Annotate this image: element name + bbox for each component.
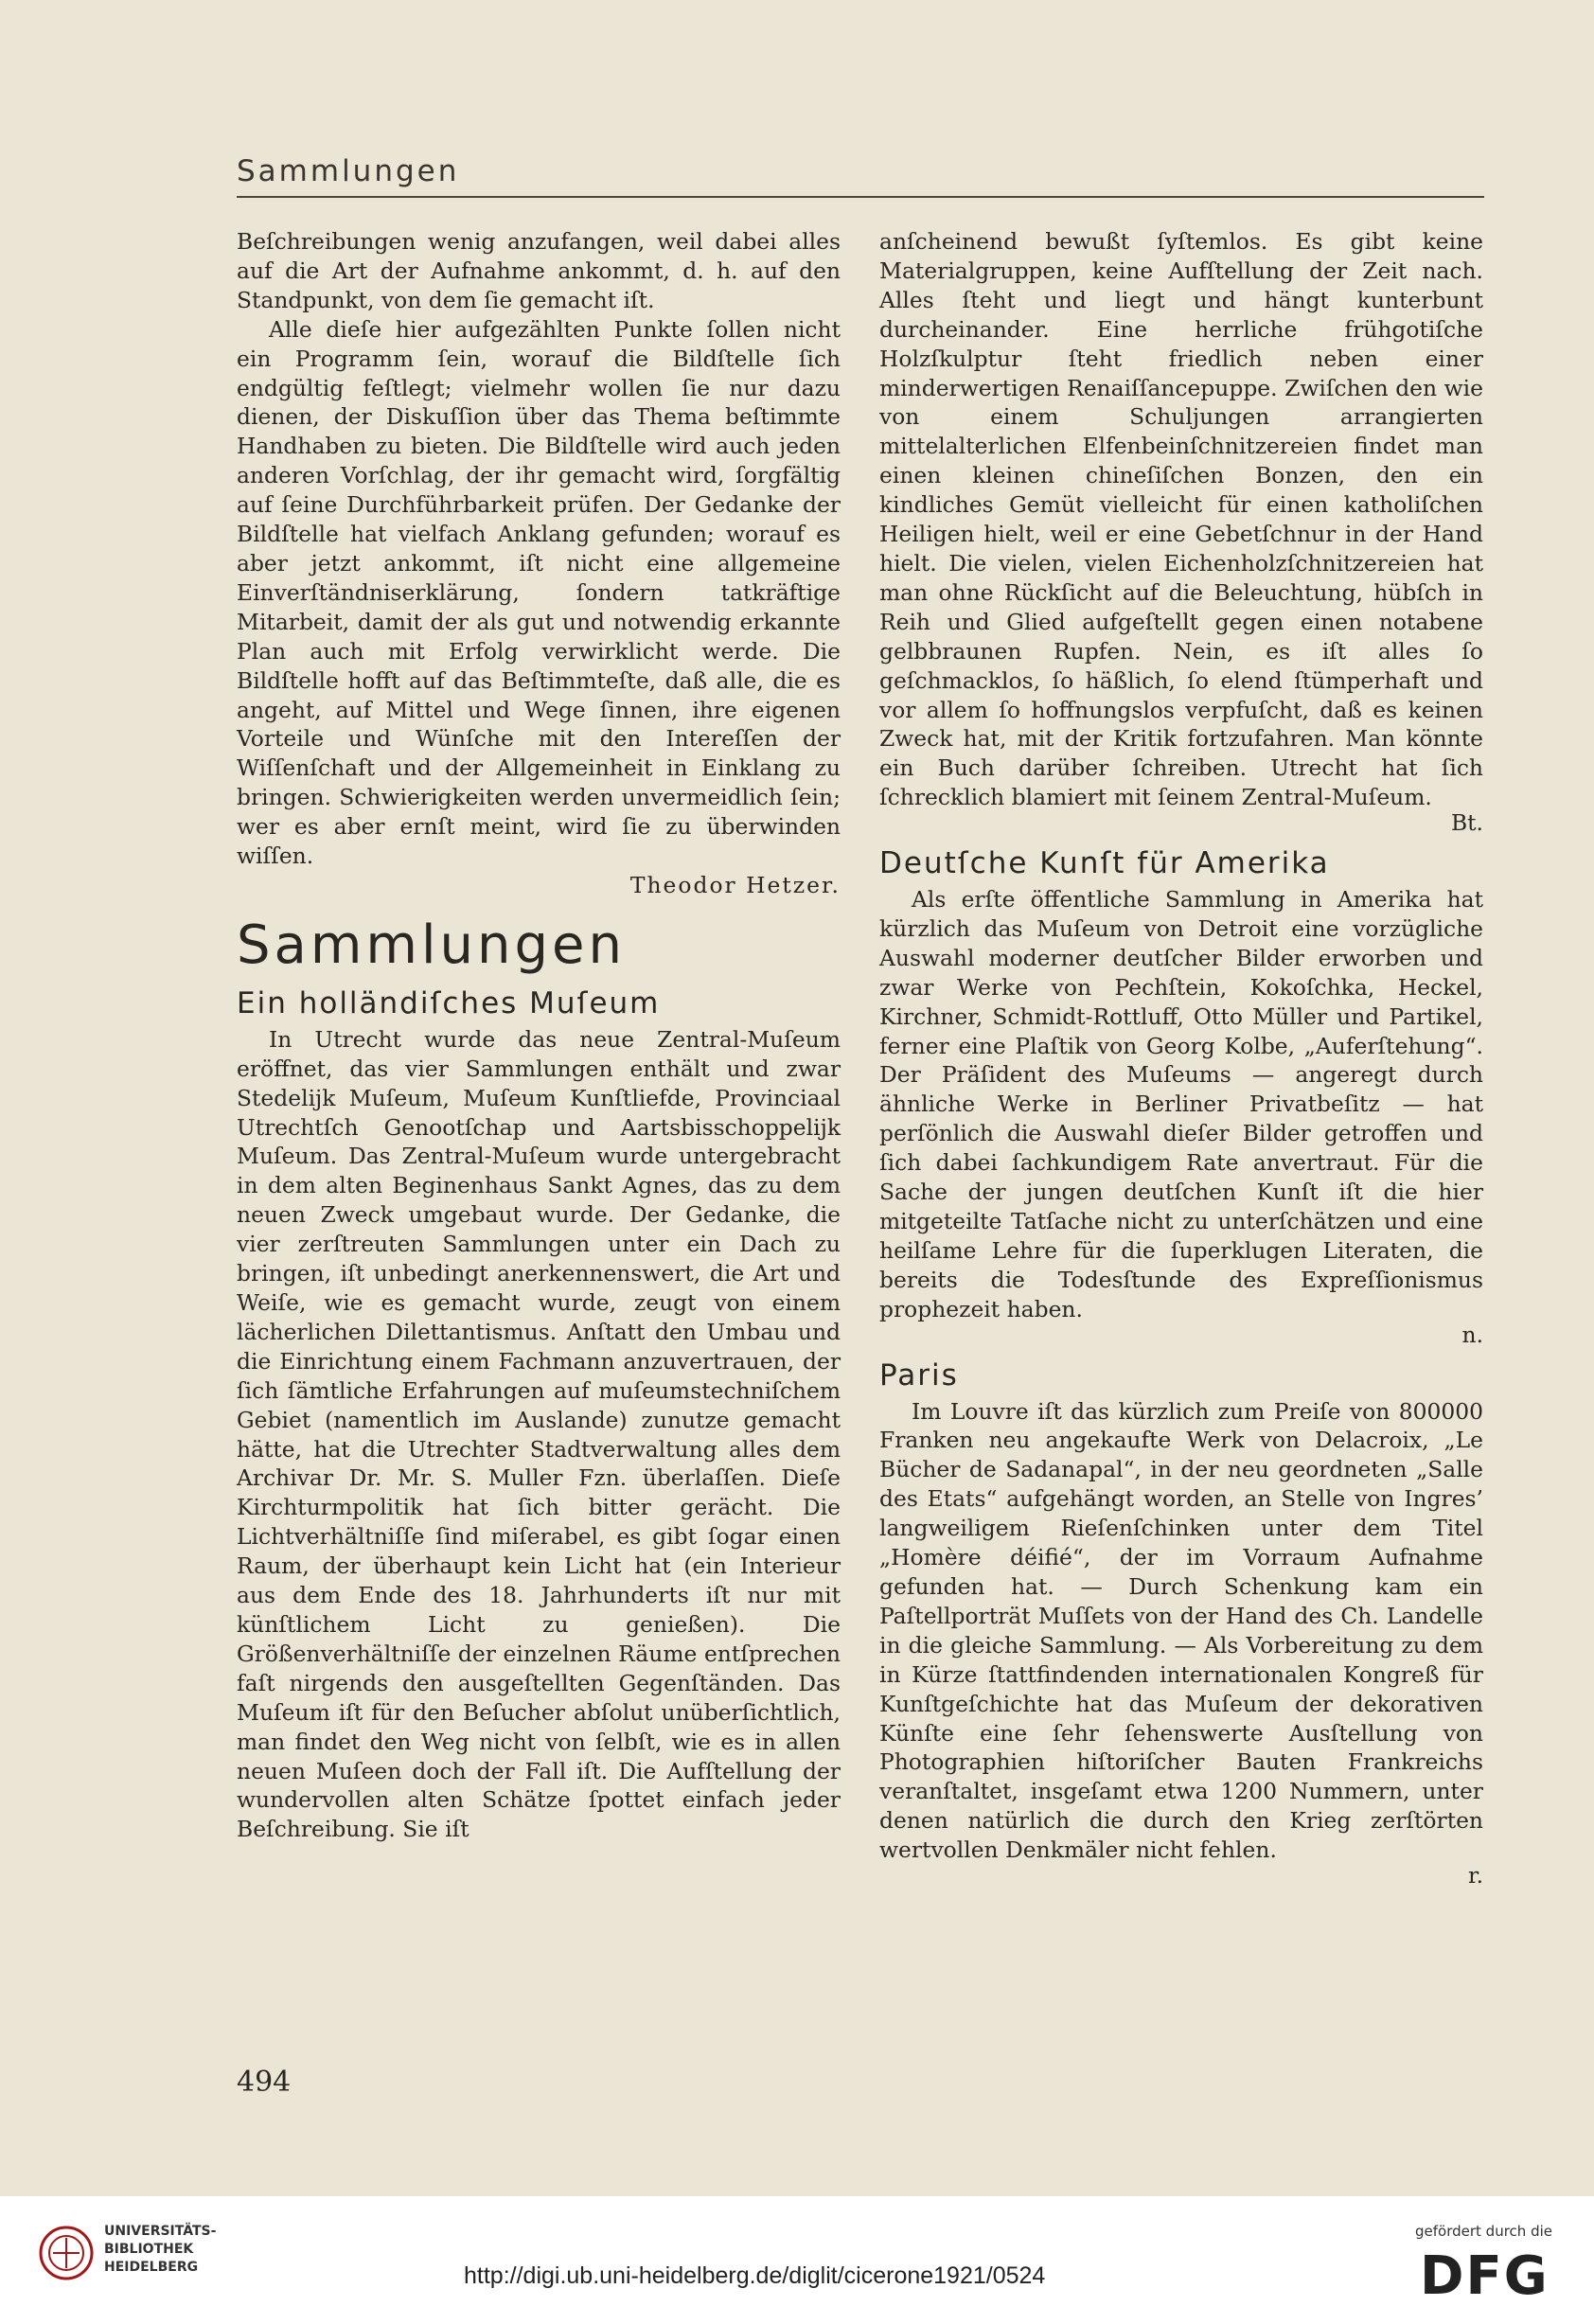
signature: Bt. xyxy=(1450,809,1483,837)
paragraph: Als erſte öffentliche Sammlung in Amerika hat kürzlich das Muſeum von Detroit eine vorzügliche Auswahl moderner deutſcher Bilder erworben und zwar Werke von Pechſtein, Kokoſchka, Heckel, Kirchner, Schmidt-Rottluff, Otto Müller und Partikel, ferner eine Plaſtik von Georg Kolbe, „Auferſtehung“. Der Präſident des Muſeums — angeregt durch ähnliche Werke in Berliner Privatbeſitz — hat perſönlich die Auswahl dieſer Bilder getroffen und ſich dabei ſachkundigem Rate anvertraut. Für die Sache der jungen deutſchen Kunſt iſt die hier mitgeteilte Tatſache nicht zu unterſchätzen und eine heilſame Lehre für die ſuperklugen Literaten, die bereits die Todesſtunde des Expreſſionismus prophezeit haben. xyxy=(879,886,1483,1322)
section-title: Sammlungen xyxy=(237,914,626,976)
institution-name: UNIVERSITÄTS- BIBLIOTHEK HEIDELBERG xyxy=(104,2224,217,2275)
paragraph: anſcheinend bewußt ſyſtemlos. Es gibt keine Materialgruppen, keine Aufſtellung der Zeit nach. Alles ſteht und liegt und hängt kunterbunt durcheinander. Eine herrliche frühgotiſche Holzſkulptur ſteht friedlich neben einer minderwertigen Renaiſſancepuppe. Zwiſchen den wie von einem Schuljungen arrangierten mittelalterlichen Elfenbeinſchnitzereien findet man einen kleinen chineſiſchen Bonzen, den ein kindliches Gemüt vielleicht für einen katholiſchen Heiligen hielt, weil er eine Gebetſchnur in der Hand hielt. Die vielen, vielen Eichenholzſchnitzereien hat man ohne Rückſicht auf die Beleuchtung, hübſch in Reih und Glied aufgeſtellt gegen einen notabene gelbbraunen Rupfen. Nein, es iſt alles ſo geſchmacklos, ſo häßlich, ſo elend ſtümperhaft und vor allem ſo hoffnungslos verpfuſcht, daß es keinen Zweck hat, mit der Kritik fortzufahren. Man könnte ein Buch darüber ſchreiben. Utrecht hat ſich ſchrecklich blamiert mit ſeinem Zentral-Muſeum. xyxy=(879,228,1483,811)
subsection-title: Ein holländiſches Muſeum xyxy=(237,985,661,1020)
paragraph: In Utrecht wurde das neue Zentral-Muſeum eröffnet, das vier Sammlungen enthält und zwar Stedelijk Muſeum, Muſeum Kunſtliefde, Provinciaal Utrechtſch Genootſchap und Aartsbisschoppelijk Muſeum. Das Zentral-Muſeum wurde untergebracht in dem alten Beginenhaus Sankt Agnes, das zu dem neuen Zweck umgebaut wurde. Der Gedanke, die vier zerſtreuten Sammlungen unter ein Dach zu bringen, iſt unbedingt anerkennenswert, die Art und Weiſe, wie es gemacht wurde, zeugt von einem lächerlichen Dilettantismus. Anſtatt den Umbau und die Einrichtung einem Fachmann anzuvertrauen, der ſich ſämtliche Erfahrungen auf muſeumstechniſchem Gebiet (namentlich im Auslande) zunutze gemacht hätte, hat die Utrechter Stadtverwaltung alles dem Archivar Dr. Mr. S. Muller Fzn. überlaſſen. Dieſe Kirchturmpolitik hat ſich bitter gerächt. Die Lichtverhältniſſe ſind miſerabel, es gibt ſogar einen Raum, der überhaupt kein Licht hat (ein Interieur aus dem Ende des 18. Jahrhunderts iſt nur mit künſtlichem Licht zu genießen). Die Größenverhältniſſe der einzelnen Räume entſprechen faſt nirgends den ausgeſtellten Gegenſtänden. Das Muſeum iſt für den Beſucher abſolut unüberſichtlich, man findet den Weg nicht von ſelbſt, wie es in allen neuen Muſeen doch der Fall iſt. Die Aufſtellung der wundervollen alten Schätze ſpottet einfach jeder Beſchreibung. Sie iſt xyxy=(237,1025,841,1843)
paragraph: Beſchreibungen wenig anzufangen, weil dabei alles auf die Art der Aufnahme ankommt, d. h. auf den Standpunkt, von dem ſie gemacht iſt. xyxy=(237,228,841,313)
left-column xyxy=(237,227,841,1844)
funded-by-label: gefördert durch die xyxy=(1415,2223,1552,2240)
subsection-title: Deutſche Kunſt für Amerika xyxy=(879,846,1330,881)
paragraph: Im Louvre iſt das kürzlich zum Preiſe von 800000 Franken neu angekaufte Werk von Delacroix, „Le Bücher de Sadanapal“, in der neu geordneten „Salle des Etats“ aufgehängt worden, an Stelle von Ingres’ langweiligem Rieſenſchinken unter dem Titel „Homère déifié“, der im Vorraum Aufnahme gefunden hat. — Durch Schenkung kam ein Paſtellporträt Muſſets von der Hand des Ch. Landelle in die gleiche Sammlung. — Als Vorbereitung zu dem in Kürze ſtattfindenden internationalen Kongreß für Kunſtgeſchichte hat das Muſeum der dekorativen Künſte eine ſehr ſehenswerte Ausſtellung von Photographien hiſtoriſcher Bauten Frankreichs veranſtaltet, insgeſamt etwa 1200 Nummern, unter denen natürlich die durch den Krieg zerſtörten wertvollen Denkmäler nicht fehlen. xyxy=(879,1397,1483,1864)
dfg-logo: DFG xyxy=(1420,2245,1550,2307)
page-number: 494 xyxy=(237,2066,292,2099)
signature: Theodor Hetzer. xyxy=(629,871,841,898)
signature: n. xyxy=(1461,1321,1483,1348)
right-column xyxy=(879,227,1483,1890)
signature: r. xyxy=(1467,1862,1483,1889)
header-rule xyxy=(237,196,1484,198)
source-url-link[interactable]: http://digi.ub.uni-heidelberg.de/diglit/cicerone1921/0524 xyxy=(464,2262,1046,2289)
university-seal-icon xyxy=(38,2225,95,2281)
running-head: Sammlungen xyxy=(237,154,460,188)
paragraph: Alle dieſe hier aufgezählten Punkte ſollen nicht ein Programm ſein, worauf die Bildſtelle ſich endgültig feſtlegt; vielmehr wollen ſie nur dazu dienen, der Diskuſſion über das Thema beſtimmte Handhaben zu bieten. Die Bildſtelle wird auch jeden anderen Vorſchlag, der ihr gemacht wird, ſorgfältig auf ſeine Durchführbarkeit prüfen. Der Gedanke der Bildſtelle hat vielfach Anklang gefunden; worauf es aber jetzt ankommt, iſt nicht eine allgemeine Einverſtändniserklärung, ſondern tatkräftige Mitarbeit, damit der als gut und notwendig erkannte Plan auch mit Erfolg verwirklicht werde. Die Bildſtelle hofft auf das Beſtimmteſte, daß alle, die es angeht, auf Mittel und Wege ſinnen, ihre eigenen Vorteile und Wünſche mit den Intereſſen der Wiſſenſchaft und der Allgemeinheit in Einklang zu bringen. Schwierigkeiten werden unvermeidlich ſein; wer es aber ernſt meint, wird ſie zu überwinden wiſſen. xyxy=(237,315,841,870)
footer-bar xyxy=(0,2196,1594,2324)
subsection-title: Paris xyxy=(879,1357,959,1393)
